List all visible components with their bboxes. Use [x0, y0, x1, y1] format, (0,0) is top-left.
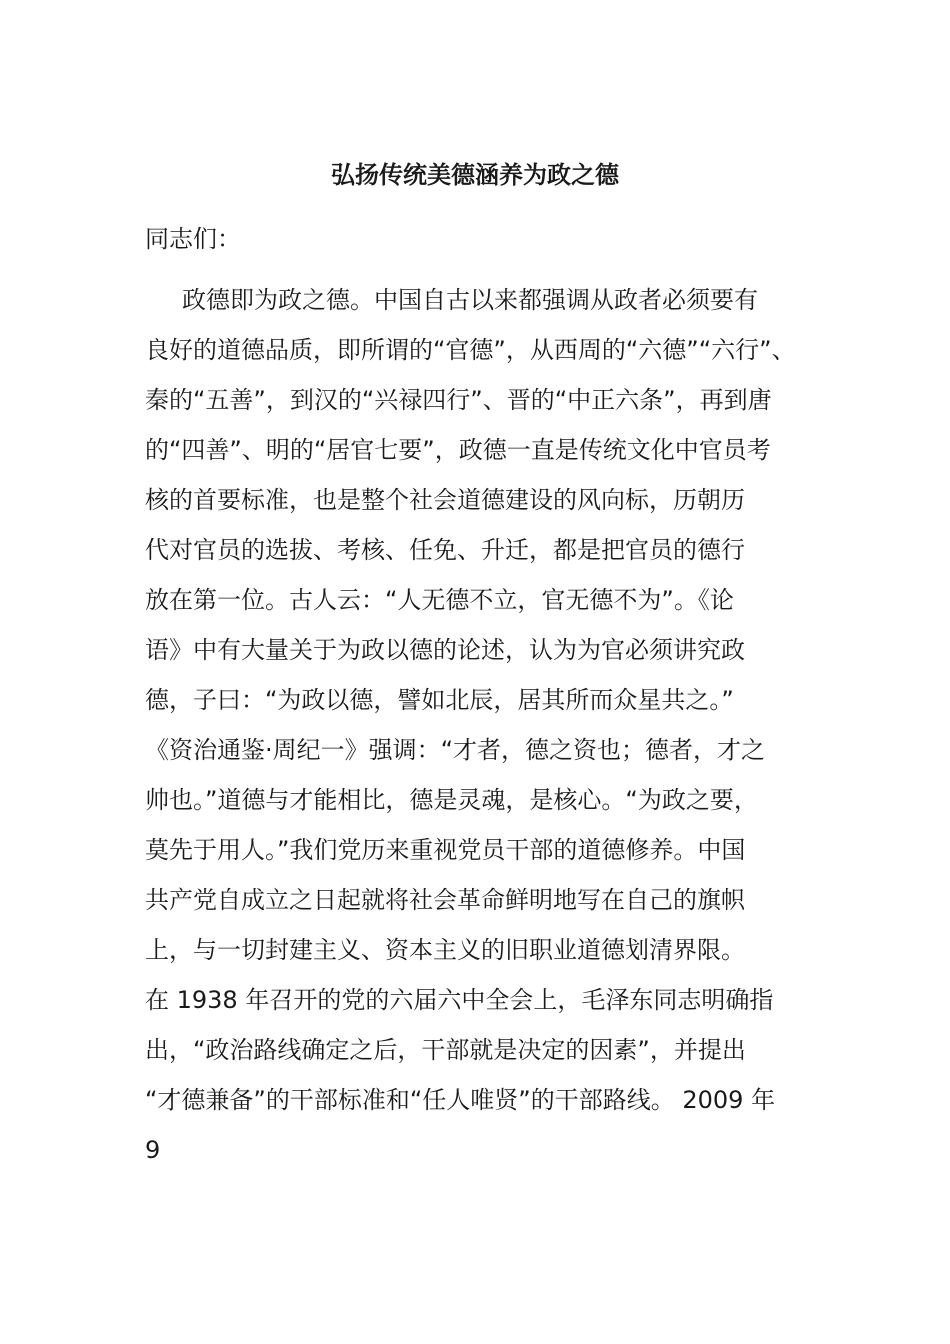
salutation: 同志们： — [145, 225, 241, 253]
paragraph-line: 《资治通鉴·周纪一》强调：“才者，德之资也；德者，才之 — [145, 736, 766, 764]
paragraph-line: “才德兼备”的干部标准和“任人唯贤”的干部路线。 2009 年 — [145, 1086, 776, 1114]
paragraph-line: 莫先于用人。”我们党历来重视党员干部的道德修养。中国 — [145, 836, 746, 864]
paragraph-line: 出，“政治路线确定之后，干部就是决定的因素”，并提出 — [145, 1036, 746, 1064]
paragraph-line: 德，子曰：“为政以德，譬如北辰，居其所而众星共之。” — [145, 686, 734, 714]
paragraph-line: 上，与一切封建主义、资本主义的旧职业道德划清界限。 — [145, 936, 745, 964]
paragraph-line: 代对官员的选拔、考核、任免、升迁，都是把官员的德行 — [145, 536, 745, 564]
paragraph-line: 核的首要标准，也是整个社会道德建设的风向标，历朝历 — [145, 486, 745, 514]
paragraph-line: 帅也。”道德与才能相比，德是灵魂，是核心。“为政之要， — [145, 786, 758, 814]
paragraph-line: 的“四善”、明的“居官七要”，政德一直是传统文化中官员考 — [145, 436, 771, 464]
document-title: 弘扬传统美德涵养为政之德 — [331, 161, 619, 189]
paragraph-line: 共产党自成立之日起就将社会革命鲜明地写在自己的旗帜 — [145, 886, 745, 914]
body-paragraph — [145, 280, 810, 1180]
paragraph-line: 9 — [145, 1136, 161, 1164]
paragraph-line: 秦的“五善”，到汉的“兴禄四行”、晋的“中正六条”，再到唐 — [145, 386, 772, 414]
paragraph-line: 语》中有大量关于为政以德的论述，认为为官必须讲究政 — [145, 636, 745, 664]
paragraph-line: 在 1938 年召开的党的六届六中全会上，毛泽东同志明确指 — [145, 986, 774, 1014]
paragraph-line: 政德即为政之德。中国自古以来都强调从政者必须要有 — [182, 286, 758, 314]
paragraph-line: 放在第一位。古人云：“人无德不立，官无德不为”。《论 — [145, 586, 734, 614]
paragraph-line: 良好的道德品质，即所谓的“官德”，从西周的“六德”“六行”、 — [145, 336, 796, 364]
